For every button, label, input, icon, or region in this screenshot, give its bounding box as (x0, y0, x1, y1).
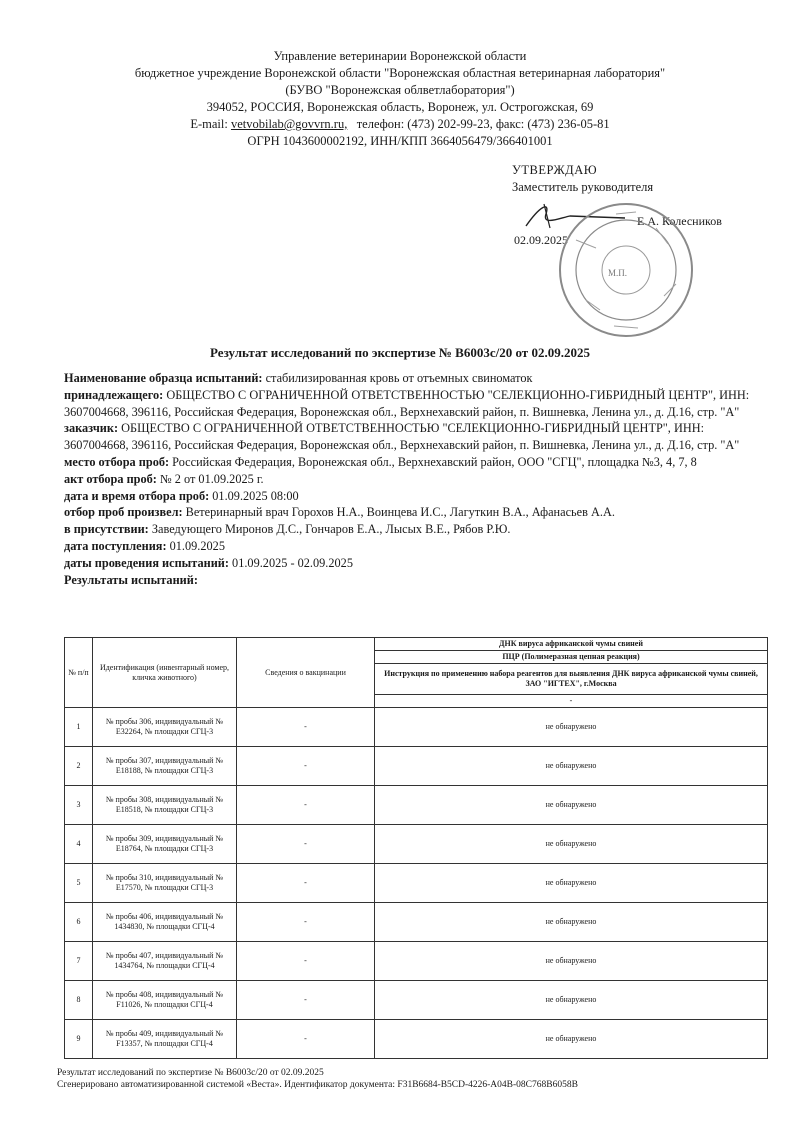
table-row (65, 786, 768, 825)
row-id: № пробы 308, индивидуальный № E18518, № площадки СГЦ-3 (93, 786, 237, 825)
footer-reference: Результат исследований по экспертизе № В6003с/20 от 02.09.2025 (57, 1068, 324, 1078)
info-label: место отбора проб: (64, 454, 170, 469)
info-item (64, 370, 764, 387)
table-row (65, 903, 768, 942)
letterhead-line: 394052, РОССИЯ, Воронежская область, Воронеж, ул. Острогожская, 69 (206, 100, 594, 114)
row-result: не обнаружено (375, 942, 768, 981)
info-item (64, 504, 764, 521)
letterhead-line: (БУВО "Воронежская облветлаборатория") (285, 83, 515, 97)
row-result: не обнаружено (375, 825, 768, 864)
row-id: № пробы 408, индивидуальный № F11026, № площадки СГЦ-4 (93, 981, 237, 1020)
phones: телефон: (473) 202-99-23, факс: (473) 236-05-81 (356, 117, 610, 131)
row-vaccination: - (237, 786, 375, 825)
email-link[interactable]: vetvobilab@govvrn.ru, (230, 117, 348, 131)
row-number: 8 (65, 981, 93, 1020)
row-number: 2 (65, 747, 93, 786)
row-result: не обнаружено (375, 708, 768, 747)
col-instruction-header: Инструкция по применению набора реагентов для выявления ДНК вируса африканской чумы свиней, ЗАО "ИГТЕХ", г.Москва (375, 664, 768, 695)
info-label: даты проведения испытаний: (64, 555, 229, 570)
info-label: отбор проб произвел: (64, 505, 183, 520)
info-item (64, 521, 764, 538)
info-value: № 2 от 01.09.2025 г. (159, 471, 264, 486)
table-header-row (65, 638, 768, 651)
row-id: № пробы 406, индивидуальный № 1434830, № площадки СГЦ-4 (93, 903, 237, 942)
table-row (65, 864, 768, 903)
row-result: не обнаружено (375, 747, 768, 786)
row-result: не обнаружено (375, 1020, 768, 1059)
row-vaccination: - (237, 981, 375, 1020)
approval-name: Е.А. Колесников (637, 214, 722, 228)
table-row (65, 981, 768, 1020)
letterhead-line: Управление ветеринарии Воронежской области (273, 49, 527, 63)
approval-position: Заместитель руководителя (512, 180, 654, 194)
row-id: № пробы 306, индивидуальный № E32264, № площадки СГЦ-3 (93, 708, 237, 747)
info-item (64, 420, 764, 454)
col-units-header: - (375, 695, 768, 708)
col-number-header: № п/п (65, 638, 93, 708)
info-value: ОБЩЕСТВО С ОГРАНИЧЕННОЙ ОТВЕТСТВЕННОСТЬЮ "СЕЛЕКЦИОННО-ГИБРИДНЫЙ ЦЕНТР", ИНН: 3607004668, 396116, Российская Федерация, Воронежская обл., Верхнехавский район, п. Вишневка, Ленина ул., д. Д.16, стр. "А" (64, 421, 740, 453)
row-vaccination: - (237, 864, 375, 903)
row-vaccination: - (237, 1020, 375, 1059)
col-id-header: Идентификация (инвентарный номер, кличка животного) (93, 638, 237, 708)
letterhead (0, 48, 800, 150)
info-value: Российская Федерация, Воронежская обл., Верхнехавский район, ООО "СГЦ", площадка №3, 4, 7, 8 (172, 454, 697, 469)
info-item (64, 471, 764, 488)
results-table (64, 637, 768, 1059)
row-result: не обнаружено (375, 981, 768, 1020)
stamp-mp-label: М.П. (608, 268, 628, 278)
info-value: 01.09.2025 - 02.09.2025 (232, 555, 353, 570)
row-result: не обнаружено (375, 903, 768, 942)
row-number: 7 (65, 942, 93, 981)
row-number: 4 (65, 825, 93, 864)
results-label: Результаты испытаний: (64, 572, 198, 587)
col-test-header: ДНК вируса африканской чумы свиней (375, 638, 768, 651)
row-number: 9 (65, 1020, 93, 1059)
info-item (64, 555, 764, 572)
approval-block (512, 162, 653, 196)
row-id: № пробы 409, индивидуальный № F13357, № площадки СГЦ-4 (93, 1020, 237, 1059)
document-footer (57, 1067, 578, 1091)
table-row (65, 708, 768, 747)
row-vaccination: - (237, 903, 375, 942)
row-number: 3 (65, 786, 93, 825)
info-value: Ветеринарный врач Горохов Н.А., Воинцева И.С., Лагуткин В.А., Афанасьев А.А. (185, 505, 615, 520)
row-vaccination: - (237, 942, 375, 981)
info-value: ОБЩЕСТВО С ОГРАНИЧЕННОЙ ОТВЕТСТВЕННОСТЬЮ "СЕЛЕКЦИОННО-ГИБРИДНЫЙ ЦЕНТР", ИНН: 3607004668, 396116, Российская Федерация, Воронежская обл., Верхнехавский район, п. Вишневка, Ленина ул., д. Д.16, стр. "А" (64, 387, 750, 419)
info-label: акт отбора проб: (64, 471, 157, 486)
table-row (65, 942, 768, 981)
row-vaccination: - (237, 825, 375, 864)
info-value: стабилизированная кровь от отъемных свиноматок (265, 371, 533, 385)
letterhead-line: бюджетное учреждение Воронежской области "Воронежская областная ветеринарная лаборатория" (134, 66, 666, 80)
info-value: Заведующего Миронов Д.С., Гончаров Е.А., Лысых В.Е., Рябов Р.Ю. (151, 522, 511, 537)
info-label: дата и время отбора проб: (64, 488, 210, 503)
row-id: № пробы 407, индивидуальный № 1434764, № площадки СГЦ-4 (93, 942, 237, 981)
info-label: Наименование образца испытаний: (64, 371, 263, 385)
stamp-icon (556, 200, 696, 340)
row-number: 6 (65, 903, 93, 942)
row-id: № пробы 307, индивидуальный № E18188, № площадки СГЦ-3 (93, 747, 237, 786)
table-row (65, 1020, 768, 1059)
row-vaccination: - (237, 747, 375, 786)
approval-title: УТВЕРЖДАЮ (512, 163, 598, 177)
info-label: принадлежащего: (64, 387, 164, 402)
info-value: 01.09.2025 (169, 538, 225, 553)
sample-info (64, 370, 764, 588)
row-id: № пробы 309, индивидуальный № E18764, № площадки СГЦ-3 (93, 825, 237, 864)
info-item (64, 488, 764, 505)
letterhead-contacts (0, 116, 800, 133)
info-label: заказчик: (64, 421, 119, 436)
row-id: № пробы 310, индивидуальный № E17570, № площадки СГЦ-3 (93, 864, 237, 903)
row-result: не обнаружено (375, 786, 768, 825)
row-vaccination: - (237, 708, 375, 747)
row-number: 1 (65, 708, 93, 747)
document-title: Результат исследований по экспертизе № В6003с/20 от 02.09.2025 (210, 345, 590, 360)
row-result: не обнаружено (375, 864, 768, 903)
info-item (64, 538, 764, 555)
col-method-header: ПЦР (Полимеразная цепная реакция) (375, 651, 768, 664)
info-label: дата поступления: (64, 538, 167, 553)
footer-generated: Сгенерировано автоматизированной системой «Веста». Идентификатор документа: F31B6684-B5CD-4226-A04B-08C768B6058B (57, 1080, 578, 1090)
info-item (64, 454, 764, 471)
info-label: в присутствии: (64, 522, 149, 537)
approval-date: 02.09.2025 (514, 233, 568, 247)
col-vaccination-header: Сведения о вакцинации (237, 638, 375, 708)
row-number: 5 (65, 864, 93, 903)
email-label: E-mail: (190, 117, 228, 131)
table-row (65, 825, 768, 864)
ogrn: ОГРН 1043600002192, ИНН/КПП 3664056479/366401001 (247, 134, 553, 148)
table-row (65, 747, 768, 786)
info-value: 01.09.2025 08:00 (212, 488, 299, 503)
info-item (64, 387, 764, 421)
